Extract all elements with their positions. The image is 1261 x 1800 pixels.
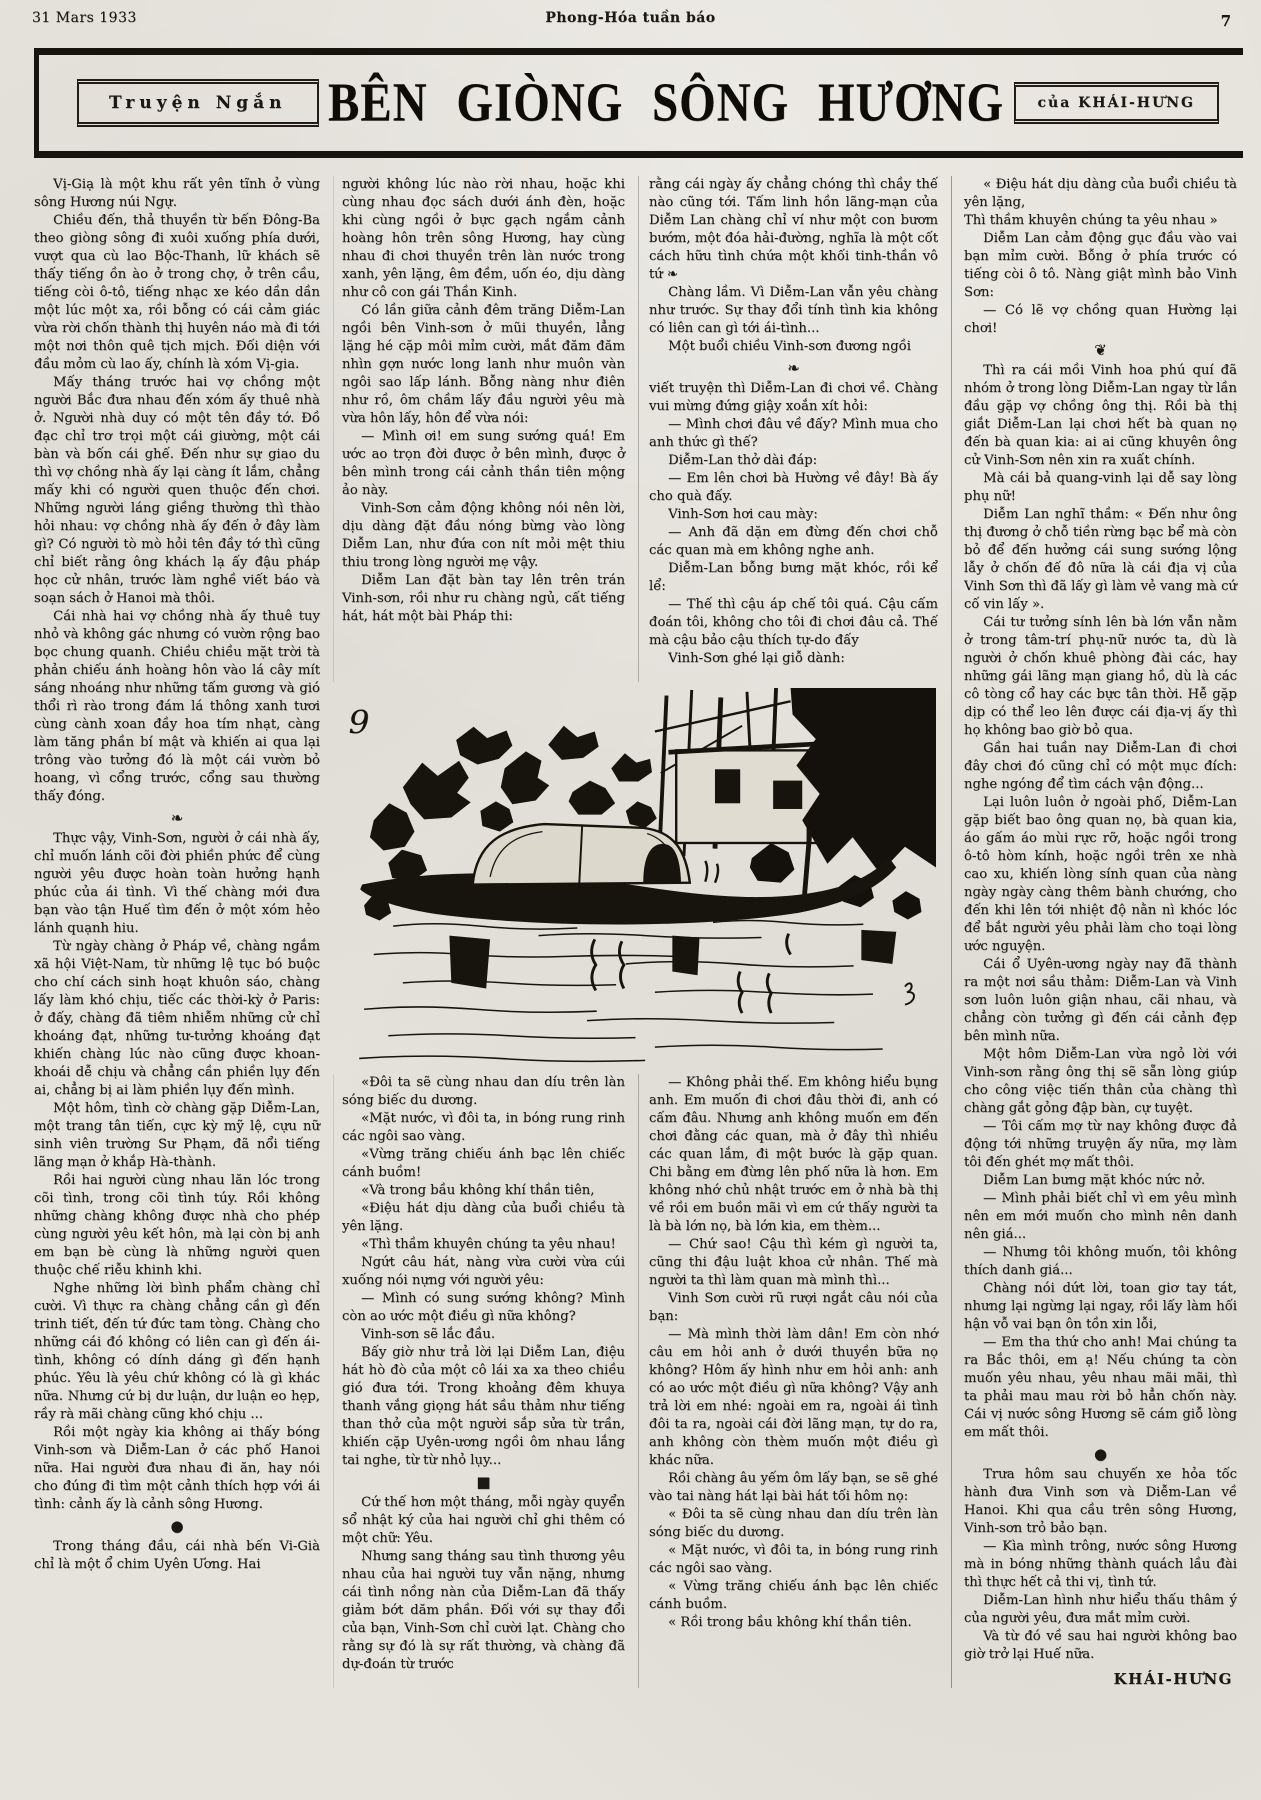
paragraph: viết truyện thì Diễm-Lan đi chơi về. Chàng vui mừng đứng giậy xoắn xít hỏi: bbox=[649, 381, 938, 414]
kicker-box: Truyện Ngắn bbox=[77, 79, 319, 127]
paragraph: Chàng lầm. Vì Diễm-Lan vẫn yêu chàng như trước. Sự thay đổi tính tình kia không có liên can gì tới ái-tình... bbox=[649, 285, 938, 336]
water-reflections bbox=[449, 930, 896, 1013]
paragraph: Vinh-sơn sẽ lắc đầu. bbox=[361, 1327, 496, 1342]
paragraph: Vinh Sơn cười rũ rượi ngắt câu nói của bạn: bbox=[649, 1291, 938, 1324]
paragraph: Mà cái bả quang-vinh lại dễ say lòng phụ nữ! bbox=[964, 471, 1237, 504]
paragraph: Thực vậy, Vinh-Sơn, người ở cái nhà ấy, chỉ muốn lánh cõi đời phiền phức để cùng người yêu được hoàn toàn hưởng hạnh phúc của ái tình. Vì thế chàng mới đưa bạn vào tận Huế tìm đến ở một xóm hẻo lánh quạnh hiu. bbox=[34, 831, 320, 936]
section-ornament: ● bbox=[170, 1517, 184, 1535]
section-ornament: ❧ bbox=[170, 809, 184, 827]
paragraph: Vị-Giạ là một khu rất yên tĩnh ở vùng sông Hương núi Ngự. bbox=[34, 177, 320, 210]
paragraph: Cứ thế hơn một tháng, mỗi ngày quyển sổ nhật ký của hai người chỉ ghi thêm có một chữ: Yêu. bbox=[342, 1495, 625, 1546]
paragraph: Cái tư tưởng sính lên bà lớn vẫn nằm ở trong tâm-trí phụ-nữ nước ta, dù là người ở chốn khuê phòng đài các, hay những gái lãng mạn giang hồ, dù là các cô tòng cổ hay các bực tân thời. Hễ gặp dịp có thể leo lên được cái địa-vị ấy thì họ không bao giờ bỏ qua. bbox=[964, 615, 1237, 738]
column-3-lower bbox=[638, 1074, 938, 1688]
section-ornament: ■ bbox=[476, 1473, 491, 1491]
column-2-lower bbox=[333, 1074, 625, 1688]
paragraph: Diễm-Lan bỗng bưng mặt khóc, rồi kể lể: bbox=[649, 561, 938, 594]
paragraph: Vinh-Sơn cảm động không nói nên lời, dịu dàng đặt đầu nóng bừng vào lòng Diễm Lan, như đứa con nít mỏi mệt thiu thiu trong lòng người mẹ vậy. bbox=[342, 501, 625, 570]
paragraph: Diễm Lan bưng mặt khóc nức nở. bbox=[983, 1173, 1206, 1188]
svg-text:9: 9 bbox=[348, 703, 370, 742]
paragraph: Bấy giờ như trả lời lại Diễm Lan, điệu hát hò đò của một cô lái xa xa theo chiều gió đưa tới. Trong khoảng đêm khuya thanh vắng giọng hát sầu thảm như tiếng than thở của một người sắp sửa từ trần, khiến cặp Uyên-ương ngồi ôm nhau lắng tai nghe, từ từ nhỏ lụy... bbox=[342, 1345, 625, 1468]
paragraph: rằng cái ngày ấy chẳng chóng thì chầy thế nào cũng tới. Tấm linh hồn lãng-mạn của Diễm Lan chàng chỉ ví như một con bươm bướm, một đóa hải-đường, nghĩa là một cốt cách hữu tình chứa một khối tinh-thần vô tứ ❧ bbox=[649, 177, 938, 282]
river-boat-illustration bbox=[335, 688, 936, 1066]
paragraph: Diễm Lan cảm động gục đầu vào vai bạn mỉm cười. Bỗng ở phía trước có tiếng còi ô tô. Nàng giật mình bảo Vinh Sơn: bbox=[964, 231, 1237, 300]
verse-line: «Đôi ta sẽ cùng nhau dan díu trên làn sóng biếc du dương. bbox=[342, 1075, 625, 1108]
verse-line: « Rồi trong bầu không khí thần tiên. bbox=[668, 1615, 912, 1630]
dialog-line: — Mình có sung sướng không? Mình còn ao ước một điều gì nữa không? bbox=[342, 1291, 625, 1324]
dialog-line: — Em tha thứ cho anh! Mai chúng ta ra Bắc thôi, em ạ! Nếu chúng ta còn muốn yêu nhau, yêu nhau mãi mãi, thì ta phải mau mau rời bỏ hẳn chốn này. Cái vị nước sông Hương sẽ cám giỗ lòng em mất thôi. bbox=[964, 1335, 1237, 1440]
author-signature: KHÁI-HƯNG bbox=[1113, 1670, 1233, 1688]
paragraph: Diễm-Lan thở dài đáp: bbox=[668, 453, 818, 468]
paragraph: Một buổi chiều Vinh-sơn đương ngồi bbox=[668, 339, 911, 354]
page-number: 7 bbox=[1220, 12, 1231, 30]
paragraph: Thì ra cái mồi Vinh hoa phú quí đã nhóm ở trong lòng Diễm-Lan ngay từ lần đầu gặp vợ chồng ông thị. Rồi bà thị giắt Diễm-Lan lại chơi hết bà quan nọ đến bà quan kia: ai ai cũng khuyên ông cử Vinh-Sơn nên xin ra xuất chính. bbox=[964, 363, 1237, 468]
dialog-line: — Nhưng tôi không muốn, tôi không thích danh giá... bbox=[964, 1245, 1237, 1278]
column-3-upper bbox=[638, 176, 938, 682]
paragraph: Và từ đó về sau hai người không bao giờ trở lại Huế nữa. bbox=[964, 1629, 1237, 1662]
verse-line: Thì thầm khuyên chúng ta yêu nhau » bbox=[964, 213, 1218, 228]
paragraph: Một hôm, tình cờ chàng gặp Diễm-Lan, một trang tân tiến, cực kỳ mỹ lệ, cựu nữ sinh viên trường Sư Phạm, đã nổi tiếng lãng mạn ở khắp Hà-thành. bbox=[34, 1101, 320, 1170]
verse-line: «Thì thầm khuyên chúng ta yêu nhau! bbox=[361, 1237, 616, 1252]
paragraph: Nghe những lời bình phẩm chàng chỉ cười. Vì thực ra chàng chẳng cần gì đến trinh tiết, đến tứ đức tam tòng. Chàng cho những cái đó không có liên can gì đến ái-tình, không có dính dáng gì đến hạnh phúc. Yêu là yêu chứ không có là gì khác nữa. Nhưng cứ bị dư luận, dư luận eo hẹp, rầy rà mãi chàng cũng khó chịu ... bbox=[34, 1281, 320, 1422]
paragraph: Ngứt câu hát, nàng vừa cười vừa cúi xuống nói nựng với người yêu: bbox=[342, 1255, 625, 1288]
paragraph: Chàng nói dứt lời, toan giơ tay tát, nhưng lại ngừng lại ngay, rồi lấy làm hối hận vỗ vai bạn ôn tồn xin lỗi, bbox=[964, 1281, 1237, 1332]
signature-scribble bbox=[905, 983, 914, 1004]
verse-line: «Điệu hát dịu dàng của buổi chiều tà yên lặng. bbox=[342, 1201, 625, 1234]
paragraph: Gần hai tuần nay Diễm-Lan đi chơi đây chơi đó cũng chỉ có một mục đích: nghe ngóng để tìm cách vận động... bbox=[964, 741, 1237, 792]
paragraph: Lại luôn luôn ở ngoài phố, Diễm-Lan gặp biết bao ông quan nọ, bà quan kia, áo gấm áo mùi rực rỡ, hoặc ngồi trong ô-tô hòm kính, hoặc ngồi trên xe nhà cao xu, khiến lòng sính quan của nàng ngày ngày càng thêm bành chướng, cho đến khi lên tới nhiệt độ nằn nì khóc lóc để bắt người yêu phải làm cho toại lòng ước nguyện. bbox=[964, 795, 1237, 954]
paragraph: Diễm-Lan hình như hiểu thấu thâm ý của người yêu, đưa mắt mỉm cười. bbox=[964, 1593, 1237, 1626]
dialog-line: — Có lẽ vợ chồng quan Hường lại chơi! bbox=[964, 303, 1237, 336]
verse-line: « Vừng trăng chiếu ánh bạc lên chiếc cánh buồm. bbox=[649, 1579, 938, 1612]
verse-line: «Và trong bầu không khí thần tiên, bbox=[361, 1183, 595, 1198]
paragraph: Mấy tháng trước hai vợ chồng một người Bắc đưa nhau đến xóm ấy thuê nhà ở. Người nhà duy có một tên đầy tớ. Đồ đạc chỉ trơ trọi một cái giường, một cái bàn và bốn cái ghế. Đến như sự giao du thì vợ chồng nhà ấy lại càng ít lắm, chẳng mấy khi có người quen thuộc đến chơi. Những người láng giềng thường thì thào hỏi nhau: vợ chồng nhà ấy đến ở đây làm gì? Có người tò mò hỏi tên đầy tớ thì cũng chỉ biết rằng ông khách lạ ấy đậu pháp học cử nhân, trước làm nghề viết báo và soạn sách ở Hanoi mà thôi. bbox=[34, 375, 320, 606]
artist-mark bbox=[349, 704, 370, 742]
masthead: Phong-Hóa tuần báo bbox=[545, 10, 716, 26]
paragraph: Rồi một ngày kia không ai thấy bóng Vinh-sơn và Diễm-Lan ở các phố Hanoi nữa. Hai người đưa nhau đi ăn, hay nói cho đúng đi tìm một cảnh thích hợp với ái tình: cảnh ấy là cảnh sông Hương. bbox=[34, 1425, 320, 1512]
dialog-line: — Mình chơi đâu về đấy? Mình mua cho anh thức gì thế? bbox=[649, 417, 938, 450]
column-2-upper bbox=[333, 176, 625, 682]
title-banner bbox=[34, 48, 1243, 158]
paragraph: Rồi chàng âu yếm ôm lấy bạn, se sẽ ghé vào tai nàng hát lại bài hát tối hôm nọ: bbox=[649, 1471, 938, 1504]
paragraph: Vinh-Sơn ghé lại giỗ dành: bbox=[668, 651, 845, 666]
dialog-line: — Em lên chơi bà Hường về đây! Bà ấy cho quà đấy. bbox=[649, 471, 938, 504]
dialog-line: — Anh đã dặn em đừng đến chơi chỗ các quan mà em không nghe anh. bbox=[649, 525, 938, 558]
paragraph: Nhưng sang tháng sau tình thương yêu nhau của hai người tuy vẫn nặng, nhưng cái tình nồng nàn của Diễm-Lan đã thấy giảm bớt dăm phần. Đối với sự thay đổi của bạn, Vinh-Sơn chỉ cười lạt. Chàng cho rằng sự đó là sự rất thường, và chàng đã dự-đoán từ trước bbox=[342, 1549, 625, 1672]
article-body bbox=[0, 158, 1261, 1688]
column-4 bbox=[951, 176, 1237, 1688]
paragraph: Vinh-Sơn hơi cau mày: bbox=[668, 507, 818, 522]
paragraph: Một hôm Diễm-Lan vừa ngỏ lời với Vinh-sơn rằng ông thị sẽ sẵn lòng giúp cho công việc tiến thân của chàng thì chàng gắt gỏng đập bàn, cự tuyệt. bbox=[964, 1047, 1237, 1116]
dialog-line: — Chứ sao! Cậu thì kém gì người ta, cũng thi đậu luật khoa cử nhân. Thế mà người ta thì làm quan mà mình thì... bbox=[649, 1237, 938, 1288]
paragraph: Rồi hai người cùng nhau lăn lóc trong cõi tình, trong cõi tình túy. Rồi không những chàng không được nhà cho phép cùng người yêu kết hôn, mà lại còn bị anh em bạn bè cùng là những người quen thuộc chế riễu khinh khi. bbox=[34, 1173, 320, 1278]
paragraph: Cái nhà hai vợ chồng nhà ấy thuê tuy nhỏ và không gác nhưng có vườn rộng bao bọc chung quanh. Chiều chiều mặt trời tà phản chiếu ánh hoàng hôn vào lá cây mít sáng nhoáng như những tấm gương và gió thổi rì rào trong đám lá thông xanh tươi cùng cành xoan đầy hoa tím nhạt, càng làm tăng phần bí mật và khiến ai qua lại trông vào tưởng đó là một cái vườn bỏ hoang, vì cổng trước, cổng sau thường thấy đóng. bbox=[34, 609, 320, 804]
byline-box: của KHÁI-HƯNG bbox=[1014, 82, 1219, 124]
verse-line: «Mặt nước, vì đôi ta, in bóng rung rinh các ngôi sao vàng. bbox=[342, 1111, 625, 1144]
house-window bbox=[773, 781, 802, 809]
section-ornament: ❦ bbox=[1094, 341, 1107, 359]
paragraph: Trưa hôm sau chuyến xe hỏa tốc hành đưa Vinh sơn và Diễm-Lan về Hanoi. Khi qua cầu trên sông Hương, Vinh-sơn trỏ bảo bạn. bbox=[964, 1467, 1237, 1536]
paragraph: Cái ổ Uyên-ương ngày nay đã thành ra một nơi sầu thảm: Diễm-Lan và Vinh sơn luôn luôn giận nhau, cãi nhau, và chẳng còn tưởng gì đến cái cảnh đẹp bên mình nữa. bbox=[964, 957, 1237, 1044]
paragraph: người không lúc nào rời nhau, hoặc khi cùng nhau đọc sách dưới ánh đèn, hoặc khi cùng ngồi ở bực gạch ngắm cảnh hoàng hôn trên sông Hương, hay cùng nhau đi chơi thuyền trên làn nước trong xanh, yên lặng, êm đềm, uốn éo, dịu dàng như cô con gái Thần Kinh. bbox=[342, 177, 625, 300]
dialog-line: — Không phải thế. Em không hiểu bụng anh. Em muốn đi chơi đâu thời đi, anh có cấm đâu. Nhưng anh không muốn em đến chơi đằng các quan, mà ở đây thì nhiều các quan lắm, đi một bước là gặp quan. Chi bằng em đừng lên phố nữa là hơn. Em không nhớ chủ nhật trước em ở nhà bà thị về rồi em buồn mãi vì em cứ thấy người ta là bà lớn nọ, bà lớn kia, em thèm... bbox=[649, 1075, 938, 1234]
page-header bbox=[0, 0, 1261, 44]
article-title: BÊN GIÒNG SÔNG HƯƠNG bbox=[328, 72, 1005, 134]
verse-line: « Đôi ta sẽ cùng nhau dan díu trên làn sóng biếc du dương. bbox=[649, 1507, 938, 1540]
house-window bbox=[715, 769, 740, 803]
verse-line: « Mặt nước, vì đôi ta, in bóng rung rinh các ngôi sao vàng. bbox=[649, 1543, 938, 1576]
paragraph: Diễm Lan nghĩ thầm: « Đến như ông thị đương ở chỗ tiền rừng bạc bể mà còn bỏ để đến hưởng cái sung sướng lộng lẫy ở chốn đế đô nữa là cái địa vị của Vinh Sơn thì đã lấy gì làm vẻ vang mà cứ cố vin lấy ». bbox=[964, 507, 1237, 612]
paragraph: Diễm Lan đặt bàn tay lên trên trán Vinh-sơn, rồi như ru chàng ngủ, cất tiếng hát, hát một bài Pháp thi: bbox=[342, 573, 625, 624]
section-ornament: ● bbox=[1093, 1445, 1108, 1463]
paragraph: Chiều đến, thả thuyền từ bến Đông-Ba theo giòng sông đi xuôi xuống phía dưới, vượt qua cù lao Bộc-Thanh, lữ khách sẽ thấy tiếng ồn ào ở trong chợ, ở trên cầu, tiếng còi ô-tô, tiếng nhạc xe kéo dần dần một lúc một xa, rồi bỗng có cái cảm giác vừa rời chốn thành thị huyên náo mà đi tới một nơi thôn quê tịch mịch. Đối diện với đầu mỏm cù lao ấy, chính là xóm Vị-gia. bbox=[34, 213, 320, 372]
dialog-line: — Mà mình thời làm dân! Em còn nhớ câu em hỏi anh ở dưới thuyền bữa nọ không? Hôm ấy hình như em hỏi anh: anh có ao ước một điều gì nữa không? Vậy anh trả lời em nhé: ngoài em ra, ngoài ái tình đôi ta ra, ngoài cái đời lãng mạn, tự do ra, anh không còn thèm muốn một điều gì khác nữa. bbox=[649, 1327, 938, 1468]
paragraph: Từ ngày chàng ở Pháp về, chàng ngắm xã hội Việt-Nam, từ những lệ tục bó buộc cho chí cách sinh hoạt khuôn sáo, chàng lấy làm khó chịu, tiếc các thời-kỳ ở Paris: ở đấy, chàng đã tiêm nhiễm những cử chỉ khoáng đạt, những tư-tưởng khoáng đạt khiến chàng lúc nào cũng được khoan-khoái dễ chịu và chẳng cần phiền lụy đến ai, chẳng bị ai làm phiền lụy đến mình. bbox=[34, 939, 320, 1098]
issue-date: 31 Mars 1933 bbox=[32, 10, 137, 26]
dialog-line: — Mình phải biết chỉ vì em yêu mình nên em mới muốn cho mình nên danh nên giá... bbox=[964, 1191, 1237, 1242]
paragraph: Trong tháng đầu, cái nhà bến Vi-Già chỉ là một ổ chim Uyên Ương. Hai bbox=[34, 1539, 320, 1572]
dialog-line: — Kìa mình trông, nước sông Hương mà in bóng những thành quách lầu đài thì thực hết cả thi vị, tình tứ. bbox=[964, 1539, 1237, 1590]
verse-line: «Vừng trăng chiếu ánh bạc lên chiếc cánh buồm! bbox=[342, 1147, 625, 1180]
dialog-line: — Tôi cấm mợ từ nay không được đả động tới những truyện ấy nữa, mợ làm tôi đến ghét mợ mất thôi. bbox=[964, 1119, 1237, 1170]
verse-line: « Điệu hát dịu dàng của buổi chiều tà yên lặng, bbox=[964, 177, 1237, 210]
column-1 bbox=[34, 176, 320, 1688]
section-ornament: ❧ bbox=[787, 359, 800, 377]
dialog-line: — Mình ơi! em sung sướng quá! Em ước ao trọn đời được ở bên mình, được ở bên mình trong cái cảnh thần tiên mộng ảo này. bbox=[342, 429, 625, 498]
illustration-area bbox=[333, 682, 938, 1074]
paragraph: Có lần giữa cảnh đêm trăng Diễm-Lan ngồi bên Vinh-sơn ở mũi thuyền, lẳng lặng hé cặp môi mỉm cười, mắt đăm đăm nhìn gợn nước long lanh như muôn vàn ngôi sao lấp lánh. Bỗng nàng như điên như rồ, ôm chầm lấy đầu người yêu mà vừa hôn lấy, hôn để vừa nói: bbox=[342, 303, 625, 426]
dialog-line: — Thế thì cậu áp chế tôi quá. Cậu cấm đoán tôi, không cho tôi đi chơi đâu cả. Thế mà cậu bảo cậu thích tự-do đấy bbox=[649, 597, 938, 648]
